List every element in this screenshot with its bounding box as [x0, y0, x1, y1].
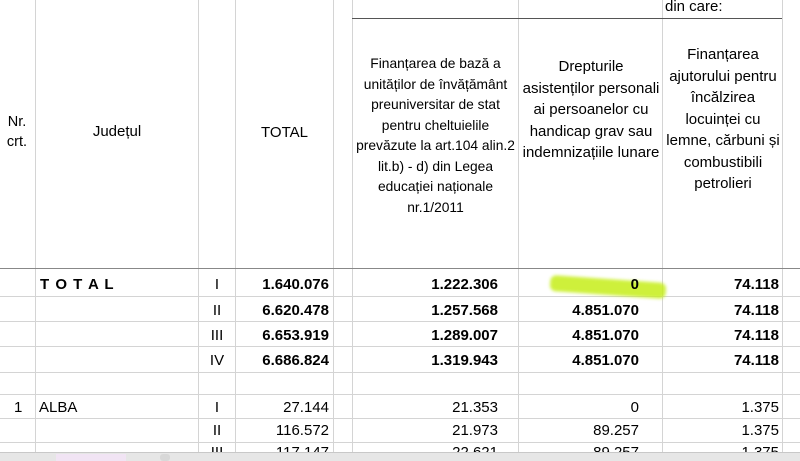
stage-cell: II: [212, 302, 222, 319]
grid-line: [0, 418, 800, 419]
total-header: TOTAL: [261, 124, 308, 141]
din-care-label: din care:: [665, 0, 723, 15]
grid-line: [198, 0, 199, 452]
incalzire-header: Finanțarea ajutorului pentru încălzirea locuinței cu lemne, cărbuni și combustibili petrolieri: [666, 46, 780, 192]
grid-line: [518, 0, 519, 452]
finantare-cell: 1.257.568: [431, 302, 498, 319]
grid-line: [0, 268, 800, 269]
stage-cell: IV: [209, 352, 225, 369]
county-name-cell: ALBA: [39, 399, 78, 416]
drepturi-cell: 0: [630, 399, 639, 416]
total-row-label: T O T A L: [40, 276, 115, 293]
grid-line: [0, 372, 800, 373]
incalzire-cell: 74.118: [733, 352, 779, 369]
finantare-cell: 21.973: [452, 422, 498, 439]
total-cell: 6.653.919: [262, 327, 329, 344]
total-cell: 6.686.824: [262, 352, 329, 369]
total-cell: 27.144: [283, 399, 329, 416]
finantare-cell: 1.289.007: [431, 327, 498, 344]
incalzire-cell: 1.375: [741, 399, 779, 416]
incalzire-cell: 74.118: [733, 276, 779, 293]
incalzire-cell: 74.118: [733, 327, 779, 344]
grid-line: [235, 0, 236, 452]
grid-line: [782, 0, 783, 452]
stage-cell: III: [210, 327, 224, 344]
drepturi-cell: 89.257: [593, 422, 639, 439]
finantare-cell: 1.222.306: [431, 276, 498, 293]
nr-crt-cell: 1: [14, 399, 23, 416]
grid-line: [0, 296, 800, 297]
stage-cell: II: [212, 422, 222, 439]
grid-line: [0, 442, 800, 443]
grid-line: [0, 346, 800, 347]
total-cell: 6.620.478: [262, 302, 329, 319]
drepturi-cell: 4.851.070: [572, 327, 639, 344]
incalzire-cell: 1.375: [741, 422, 779, 439]
grid-line: [0, 394, 800, 395]
drepturi-cell: 4.851.070: [572, 352, 639, 369]
stage-cell: I: [214, 276, 220, 293]
grid-line: [662, 0, 663, 452]
finantare-cell: 21.353: [452, 399, 498, 416]
judetul-header: Județul: [92, 123, 142, 140]
grid-line: [333, 0, 334, 452]
total-cell: 1.640.076: [262, 276, 329, 293]
drepturi-cell: 0: [630, 276, 639, 293]
stage-cell: I: [214, 399, 220, 416]
grid-line: [0, 321, 800, 322]
grid-line: [352, 18, 782, 19]
drepturi-cell: 4.851.070: [572, 302, 639, 319]
drepturi-header: Drepturile asistenților personali ai persoanelor cu handicap grav sau indemnizațiile lunare: [522, 58, 660, 161]
finantare-baza-header: Finanțarea de bază a unităților de învățământ preuniversitar de stat pentru cheltuielile prevăzute la art.104 alin.2 lit.b) - d) din Legea educației naționale nr.1/2011: [356, 56, 515, 215]
incalzire-cell: 74.118: [733, 302, 779, 319]
total-cell: 116.572: [275, 422, 329, 439]
grid-line: [35, 0, 36, 452]
nr-crt-header: Nr. crt.: [6, 114, 28, 150]
finantare-cell: 1.319.943: [431, 352, 498, 369]
